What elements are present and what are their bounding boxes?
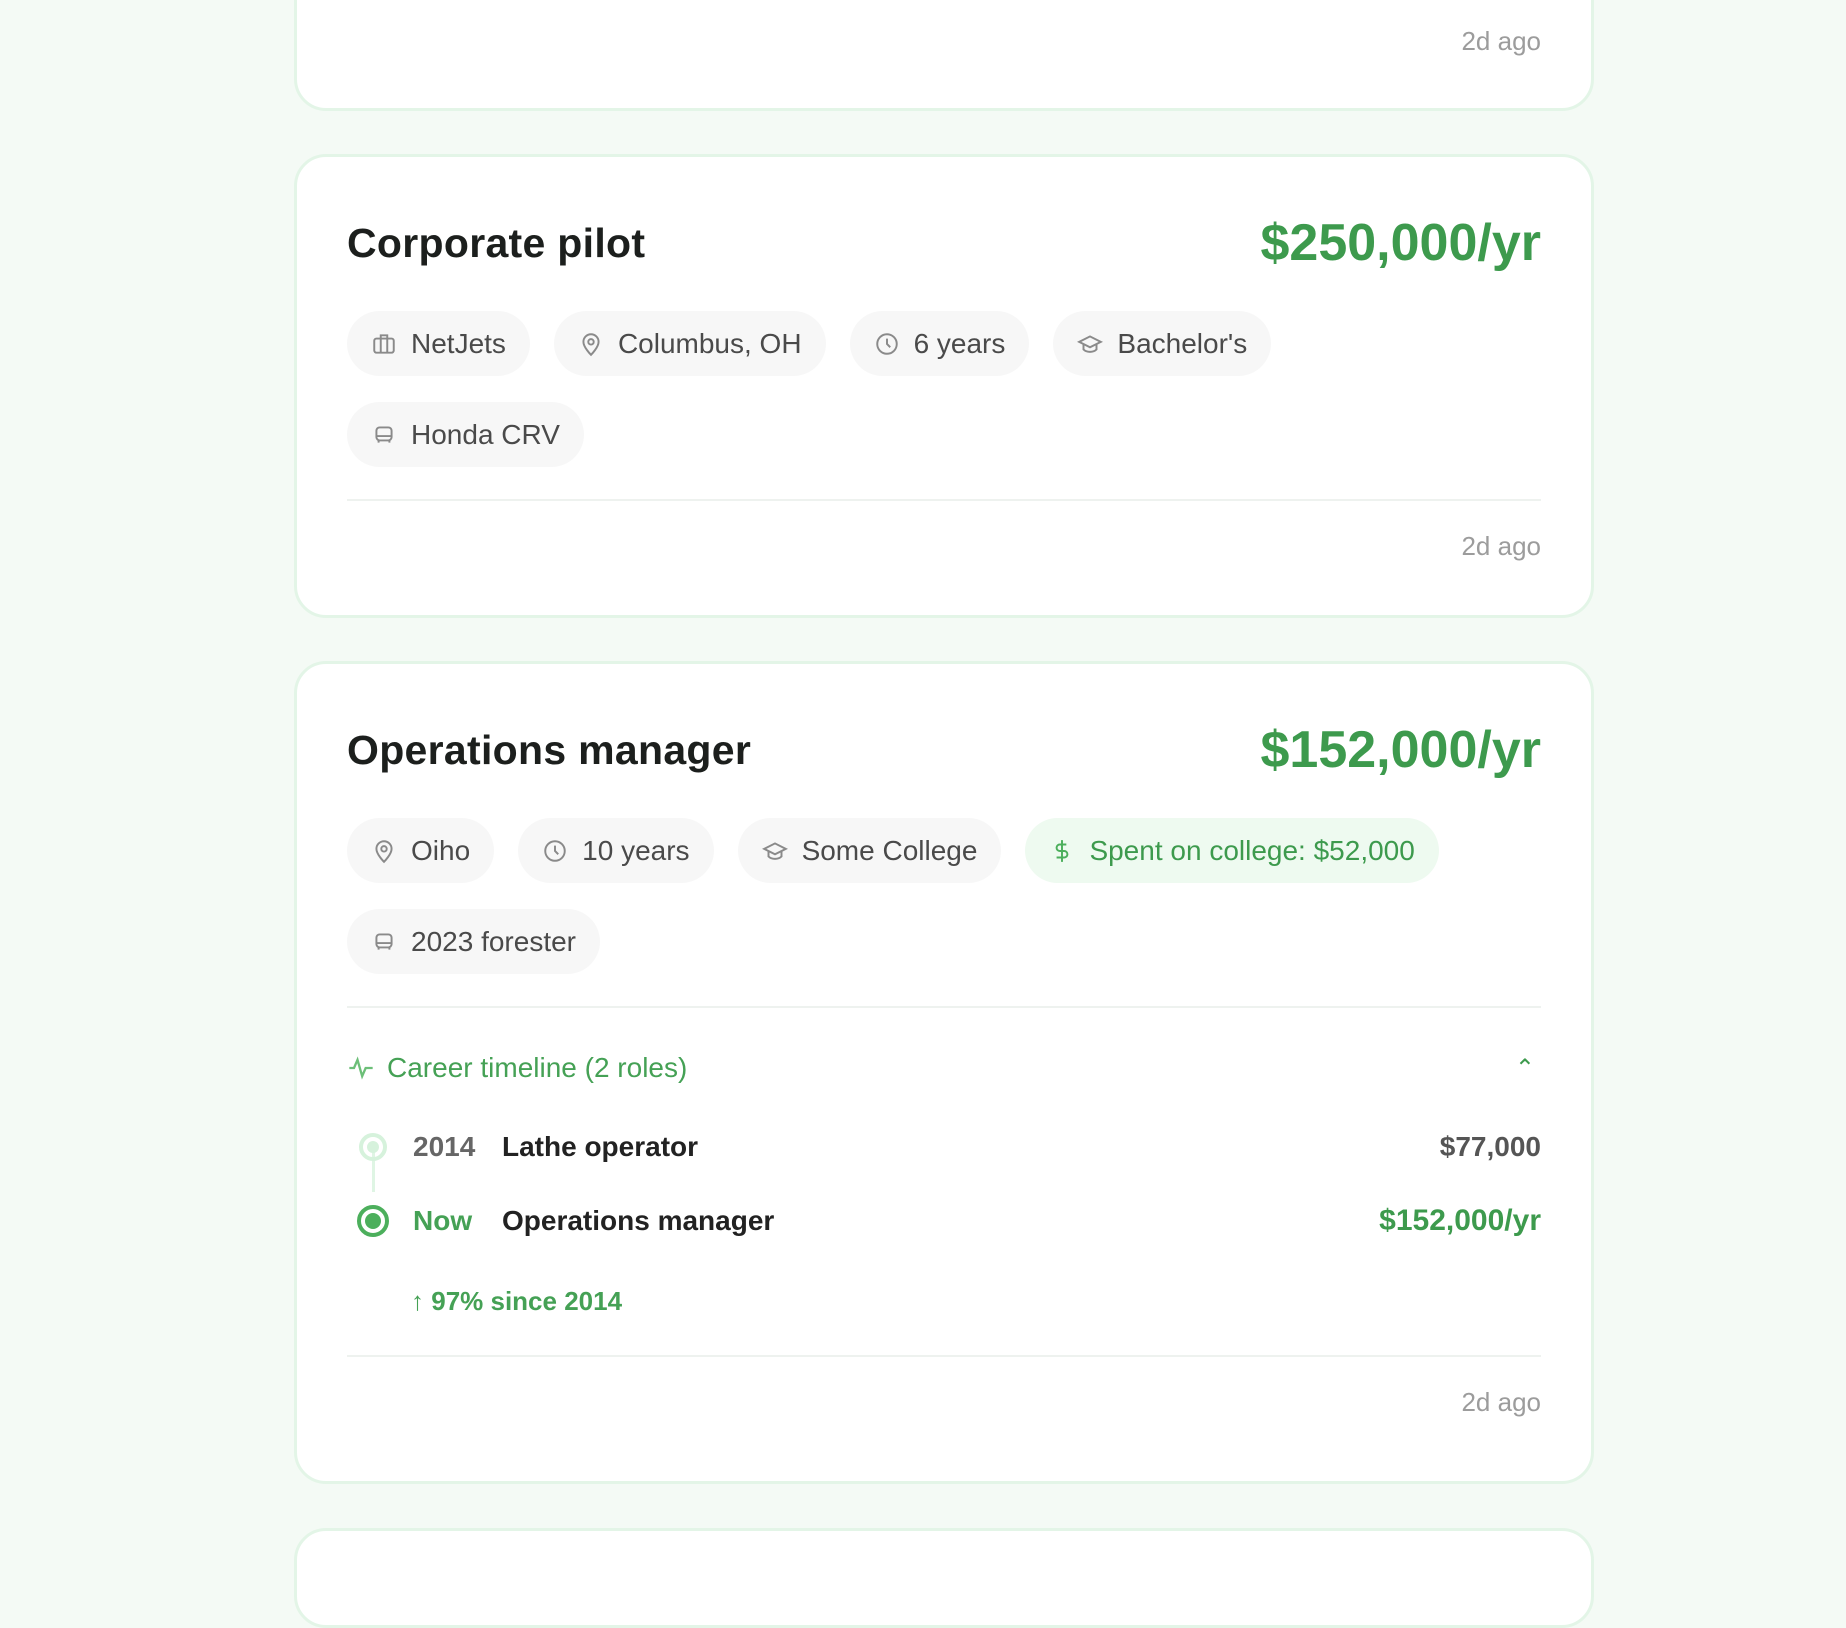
salary: $152,000/yr bbox=[1260, 721, 1541, 779]
timeline-year: 2014 bbox=[413, 1131, 476, 1162]
growth-text: 97% since 2014 bbox=[431, 1286, 623, 1316]
car-chip bbox=[347, 909, 600, 974]
salary: $250,000/yr bbox=[1260, 214, 1541, 272]
timeline-row bbox=[347, 1184, 1541, 1258]
clock-icon bbox=[542, 838, 568, 864]
map-pin-icon bbox=[371, 838, 397, 864]
timeline-amount: $77,000 bbox=[1439, 1131, 1541, 1162]
briefcase-icon bbox=[371, 331, 397, 357]
map-pin-icon bbox=[578, 331, 604, 357]
timeline-dot bbox=[359, 1133, 387, 1161]
salary-card bbox=[294, 0, 1594, 111]
car-chip bbox=[347, 402, 584, 467]
chip-label: Bachelor's bbox=[1117, 327, 1248, 359]
college-cost-chip bbox=[1025, 818, 1438, 883]
timeline-role: Operations manager bbox=[502, 1205, 775, 1236]
timestamp: 2d ago bbox=[1461, 531, 1541, 561]
job-title: Corporate pilot bbox=[347, 219, 646, 266]
job-title: Operations manager bbox=[347, 726, 752, 773]
timeline-amount: $152,000/yr bbox=[1379, 1204, 1541, 1237]
arrow-up-icon: ↑ bbox=[411, 1286, 424, 1316]
dollar-icon bbox=[1049, 838, 1075, 864]
timeline-year: Now bbox=[413, 1205, 473, 1236]
experience-chip bbox=[518, 818, 713, 883]
chip-label: 6 years bbox=[913, 327, 1006, 359]
chip-label: Spent on college: $52,000 bbox=[1089, 834, 1415, 866]
car-icon bbox=[371, 422, 397, 448]
chip-label: Oiho bbox=[411, 834, 471, 866]
experience-chip bbox=[850, 311, 1030, 376]
chevron-up-icon[interactable]: ⌃ bbox=[1514, 1054, 1535, 1082]
career-timeline-toggle[interactable] bbox=[347, 1052, 1541, 1084]
graduation-cap-icon bbox=[1077, 331, 1103, 357]
clock-icon bbox=[874, 331, 900, 357]
car-icon bbox=[371, 929, 397, 955]
location-chip bbox=[347, 818, 494, 883]
timeline-dot-current bbox=[357, 1205, 389, 1237]
chip-label: Honda CRV bbox=[411, 418, 560, 450]
company-chip bbox=[347, 311, 530, 376]
timeline-role: Lathe operator bbox=[502, 1131, 699, 1162]
growth-indicator bbox=[411, 1286, 1541, 1317]
salary-card bbox=[294, 154, 1594, 618]
salary-card bbox=[294, 661, 1594, 1484]
divider bbox=[347, 1006, 1541, 1008]
graduation-cap-icon bbox=[762, 838, 788, 864]
chip-label: NetJets bbox=[411, 327, 506, 359]
chip-label: 10 years bbox=[582, 834, 690, 866]
chip-label: Columbus, OH bbox=[617, 327, 802, 359]
divider bbox=[347, 499, 1541, 501]
education-chip bbox=[738, 818, 1002, 883]
career-timeline-label: Career timeline (2 roles) bbox=[387, 1052, 688, 1083]
chip-label: Some College bbox=[801, 834, 978, 866]
timestamp: 2d ago bbox=[1461, 26, 1541, 56]
divider bbox=[347, 1355, 1541, 1357]
timestamp: 2d ago bbox=[1461, 1387, 1541, 1417]
salary-card bbox=[294, 1528, 1594, 1628]
location-chip bbox=[554, 311, 826, 376]
activity-icon bbox=[347, 1054, 375, 1082]
chip-label: 2023 forester bbox=[411, 925, 576, 957]
timeline-row bbox=[347, 1110, 1541, 1184]
education-chip bbox=[1053, 311, 1271, 376]
